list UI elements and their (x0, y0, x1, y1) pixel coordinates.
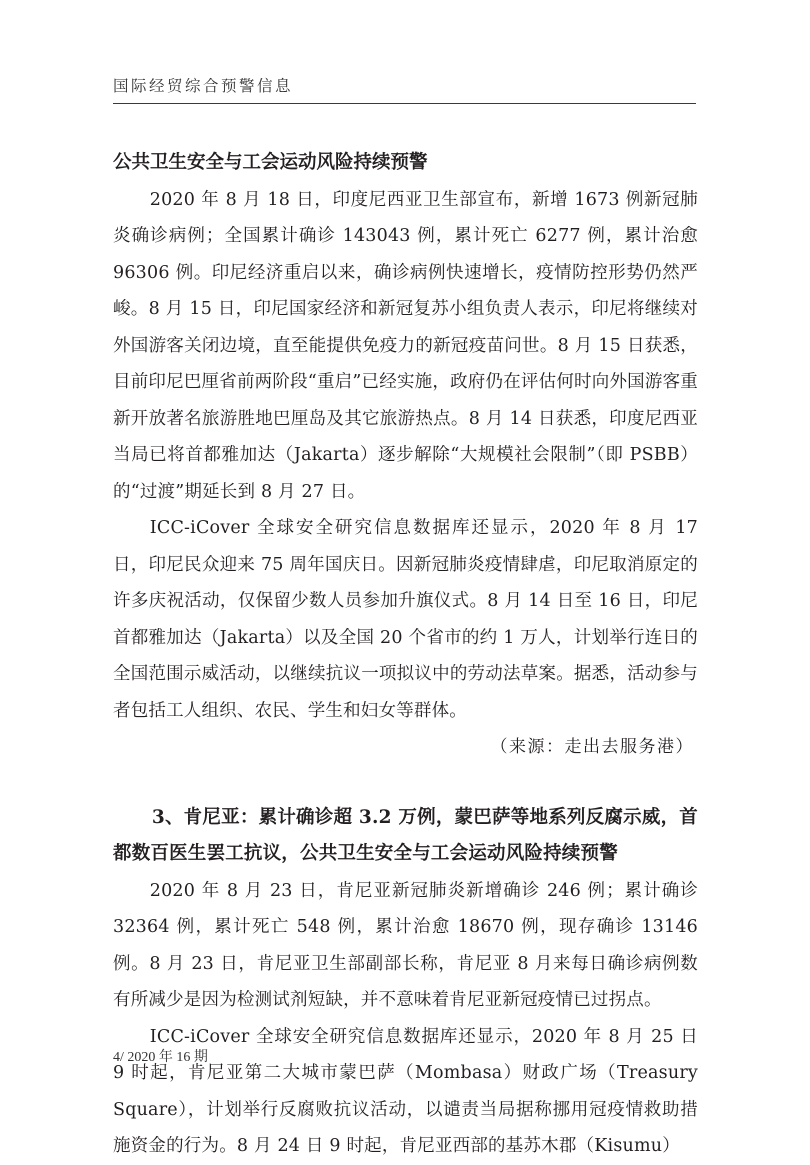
section-3-heading: 3、肯尼亚：累计确诊超 3.2 万例，蒙巴萨等地系列反腐示威，首都数百医生罢工抗议，公共卫生安全与工会运动风险持续预警 (113, 806, 698, 864)
source-citation: （来源：走出去服务港） (490, 737, 694, 757)
section-heading-continued: 公共卫生安全与工会运动风险持续预警 (113, 152, 428, 173)
paragraph: ICC-iCover 全球安全研究信息数据库还显示，2020 年 8 月 17 日，印尼民众迎来 75 周年国庆日。因新冠肺炎疫情肆虐，印尼取消原定的许多庆祝活动，仅保留少数人员参加升旗仪式。8 月 14 日至 16 日，印尼首都雅加达（Jakarta）以及全国 20 个省市的约 1 万人，计划举行连日的全国范围示威活动，以继续抗议一项拟议中的劳动法草案。据悉，活动参与者包括工人组织、农民、学生和妇女等群体。 (113, 518, 698, 721)
page-footer: 4/ 2020 年 16 期 (113, 1050, 208, 1065)
paragraph: 2020 年 8 月 23 日，肯尼亚新冠肺炎新增确诊 246 例；累计确诊 32364 例，累计死亡 548 例，累计治愈 18670 例，现存确诊 13146 例。8 月 23 日，肯尼亚卫生部副部长称，肯尼亚 8 月来每日确诊病例数有所减少是因为检测试剂短缺，并不意味着肯尼亚新冠疫情已过拐点。 (113, 880, 699, 1010)
page-body (113, 145, 698, 1165)
section-gap (113, 766, 698, 800)
paragraph: ICC-iCover 全球安全研究信息数据库还显示，2020 年 8 月 25 日 9 时起，肯尼亚第二大城市蒙巴萨（Mombasa）财政广场（Treasury Square），计划举行反腐败抗议活动，以谴责当局据称挪用冠疫情救助措施资金的行为。8 月 24 日 9 时起，肯尼亚西部的基苏木郡（Kisumu） (113, 1026, 698, 1156)
header-divider (113, 103, 696, 104)
running-header: 国际经贸综合预警信息 (113, 77, 294, 95)
paragraph: 2020 年 8 月 18 日，印度尼西亚卫生部宣布，新增 1673 例新冠肺炎确诊病例；全国累计确诊 143043 例，累计死亡 6277 例，累计治愈 96306 例。印尼经济重启以来，确诊病例快速增长，疫情防控形势仍然严峻。8 月 15 日，印尼国家经济和新冠复苏小组负责人表示，印尼将继续对外国游客关闭边境，直至能提供免疫力的新冠疫苗问世。8 月 15 日获悉，目前印尼巴厘省前两阶段“重启”已经实施，政府仍在评估何时向外国游客重新开放著名旅游胜地巴厘岛及其它旅游热点。8 月 14 日获悉，印度尼西亚当局已将首都雅加达（Jakarta）逐步解除“大规模社会限制”（即 PSBB）的“过渡”期延长到 8 月 27 日。 (113, 189, 698, 502)
